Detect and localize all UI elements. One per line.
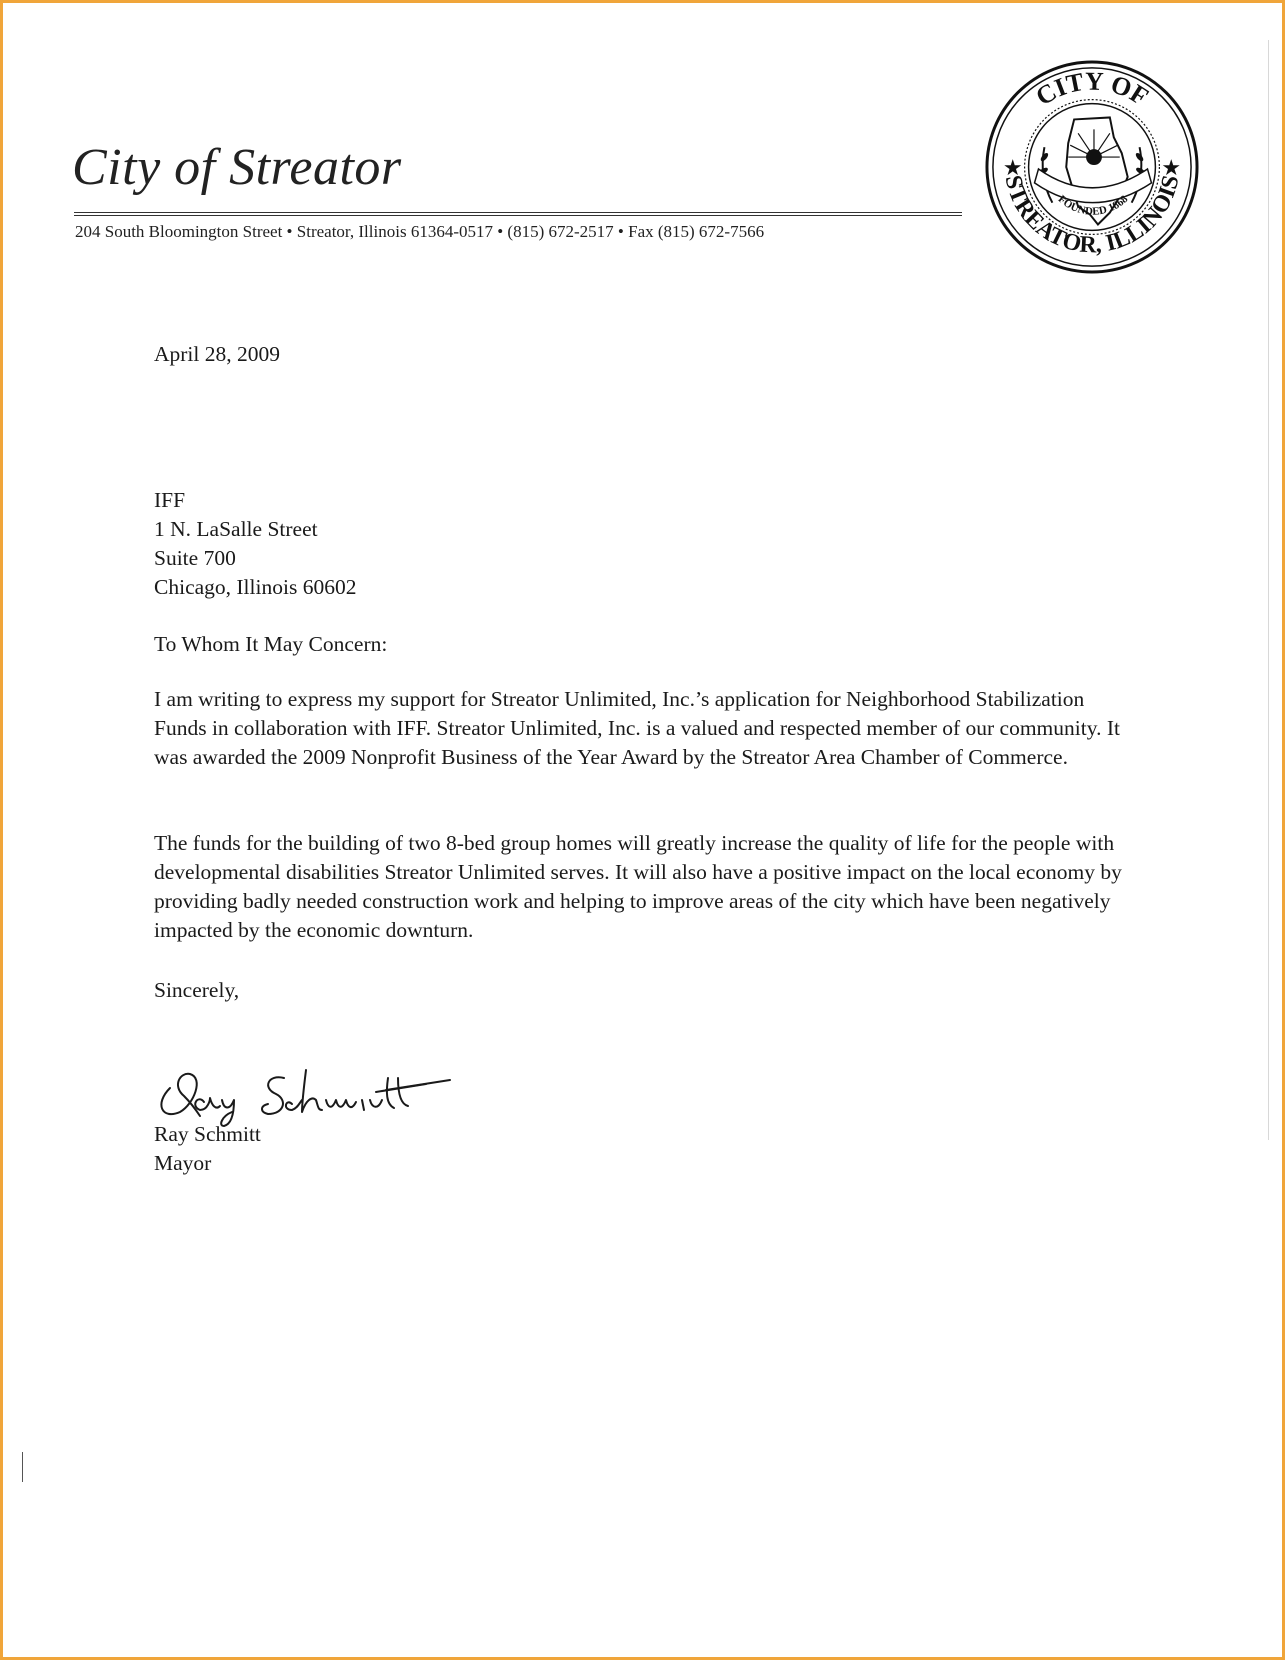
signature-image [150, 1050, 490, 1130]
letter-date: April 28, 2009 [154, 342, 281, 366]
city-seal-icon [983, 58, 1201, 276]
signer-name: Ray Schmitt [154, 1122, 261, 1146]
recipient-line: Chicago, Illinois 60602 [154, 575, 357, 599]
body-paragraph: The funds for the building of two 8-bed group homes will greatly increase the quality of life for the people with developmental disabilities Streator Unlimited serves. It will also have a positive impact on the local economy by providing badly needed construction work and helping to improve areas of the city which have been negatively impacted by the economic downturn. [154, 831, 1122, 942]
svg-text:CITY OF [1031, 67, 1154, 112]
signer-block [154, 1120, 261, 1178]
seal-banner-text: FOUNDED 1868 [1055, 193, 1131, 218]
body-paragraph: I am writing to express my support for Streator Unlimited, Inc.’s application for Neighborhood Stabilization Funds in collaboration with IFF. Streator Unlimited, Inc. is a valued and respected member of our community. It was awarded the 2009 Nonprofit Business of the Year Award by the Streator Area Chamber of Commerce. [154, 687, 1120, 769]
closing: Sincerely, [154, 978, 240, 1002]
letterhead-address: 204 South Bloomington Street • Streator, Illinois 61364-0517 • (815) 672-2517 • Fax (815) 672-7566 [75, 222, 765, 241]
seal-top-text: CITY OF [1030, 66, 1154, 112]
seal-star-left-icon: ★ [1002, 155, 1023, 180]
recipient-line: IFF [154, 488, 186, 512]
salutation: To Whom It May Concern: [154, 632, 388, 656]
recipient-line: Suite 700 [154, 546, 236, 570]
seal-bottom-text: STREATOR, ILLINOIS [999, 173, 1185, 259]
seal-star-right-icon: ★ [1161, 155, 1181, 180]
scan-edge-line [1268, 40, 1269, 1140]
letterhead-rule [74, 212, 962, 216]
scan-mark [22, 1452, 23, 1482]
letterhead-title: City of Streator [72, 139, 402, 196]
signer-title: Mayor [154, 1151, 212, 1175]
recipient-address [154, 486, 356, 602]
recipient-line: 1 N. LaSalle Street [154, 517, 318, 541]
